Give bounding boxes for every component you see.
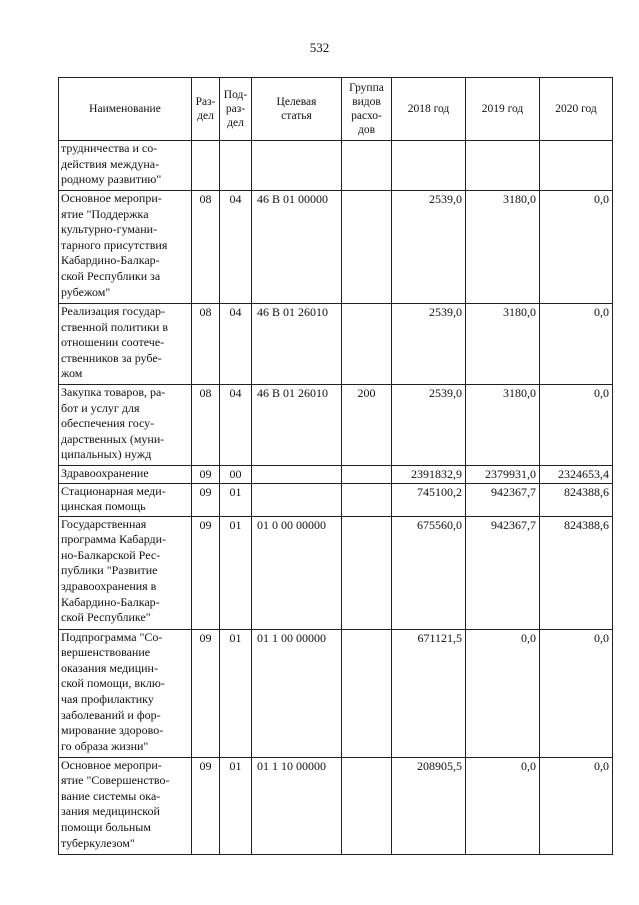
row-name: трудничества и со- действия междуна- родному развитию" — [59, 141, 192, 191]
row-podrazdel — [220, 141, 252, 191]
row-2018: 745100,2 — [392, 483, 466, 516]
row-2020 — [540, 141, 613, 191]
header-2020: 2020 год — [540, 78, 613, 141]
row-razdel: 09 — [192, 466, 220, 484]
row-2018: 671121,5 — [392, 629, 466, 757]
row-name: Здравоохранение — [59, 466, 192, 484]
row-group — [342, 516, 392, 629]
table-row — [59, 757, 613, 854]
row-group: 200 — [342, 385, 392, 466]
row-podrazdel: 04 — [220, 304, 252, 385]
row-2020: 0,0 — [540, 629, 613, 757]
row-razdel: 08 — [192, 191, 220, 304]
header-razdel: Раз- дел — [192, 78, 220, 141]
header-target: Целевая статья — [252, 78, 342, 141]
header-name: Наименование — [59, 78, 192, 141]
row-2018 — [392, 141, 466, 191]
row-target: 01 0 00 00000 — [252, 516, 342, 629]
row-razdel: 09 — [192, 629, 220, 757]
row-2020: 0,0 — [540, 191, 613, 304]
row-target: 46 В 01 26010 — [252, 304, 342, 385]
table-row — [59, 385, 613, 466]
row-2018: 2391832,9 — [392, 466, 466, 484]
row-2018: 675560,0 — [392, 516, 466, 629]
table-row — [59, 191, 613, 304]
page-number: 532 — [309, 40, 330, 55]
budget-table — [58, 77, 613, 855]
table-row — [59, 516, 613, 629]
table-row — [59, 629, 613, 757]
row-razdel: 09 — [192, 483, 220, 516]
row-group — [342, 629, 392, 757]
row-group — [342, 757, 392, 854]
row-target: 46 В 01 26010 — [252, 385, 342, 466]
row-target — [252, 466, 342, 484]
header-2018: 2018 год — [392, 78, 466, 141]
row-2018: 2539,0 — [392, 385, 466, 466]
row-group — [342, 483, 392, 516]
row-group — [342, 191, 392, 304]
row-podrazdel: 01 — [220, 629, 252, 757]
row-target: 01 1 00 00000 — [252, 629, 342, 757]
row-2019: 0,0 — [466, 757, 540, 854]
row-target — [252, 141, 342, 191]
row-2019: 3180,0 — [466, 191, 540, 304]
row-razdel: 09 — [192, 516, 220, 629]
table-row — [59, 466, 613, 484]
header-2019: 2019 год — [466, 78, 540, 141]
row-name: Основное меропри- ятие "Совершенство- вание системы ока- зания медицинской помощи больным туберкулезом" — [59, 757, 192, 854]
row-name: Основное меропри- ятие "Поддержка культурно-гумани- тарного присутствия Кабардино-Балкар- ской Республики за рубежом" — [59, 191, 192, 304]
row-podrazdel: 04 — [220, 385, 252, 466]
row-2018: 2539,0 — [392, 191, 466, 304]
row-razdel: 09 — [192, 757, 220, 854]
row-2020: 824388,6 — [540, 516, 613, 629]
row-2019: 3180,0 — [466, 304, 540, 385]
row-2018: 2539,0 — [392, 304, 466, 385]
row-group — [342, 466, 392, 484]
row-name: Государственная программа Кабарди- но-Балкарской Рес- публики "Развитие здравоохранения в Кабардино-Балкар- ской Республике" — [59, 516, 192, 629]
table-row — [59, 483, 613, 516]
row-name: Реализация государ- ственной политики в отношении соотече- ственников за рубе- жом — [59, 304, 192, 385]
row-2020: 0,0 — [540, 757, 613, 854]
row-2018: 208905,5 — [392, 757, 466, 854]
row-podrazdel: 01 — [220, 516, 252, 629]
row-2019: 2379931,0 — [466, 466, 540, 484]
row-2019 — [466, 141, 540, 191]
row-razdel: 08 — [192, 304, 220, 385]
row-razdel: 08 — [192, 385, 220, 466]
table-row — [59, 141, 613, 191]
row-razdel — [192, 141, 220, 191]
row-2019: 942367,7 — [466, 483, 540, 516]
row-2020: 0,0 — [540, 304, 613, 385]
header-row — [59, 78, 613, 141]
row-name: Закупка товаров, ра- бот и услуг для обеспечения госу- дарственных (муни- ципальных) нужд — [59, 385, 192, 466]
row-podrazdel: 01 — [220, 483, 252, 516]
row-name: Подпрограмма "Со- вершенствование оказания медицин- ской помощи, вклю- чая профилактику заболеваний и фор- мирование здорово- го образа жизни" — [59, 629, 192, 757]
row-podrazdel: 00 — [220, 466, 252, 484]
header-group: Группа видов расхо- дов — [342, 78, 392, 141]
header-podrazdel: Под- раз- дел — [220, 78, 252, 141]
row-target: 01 1 10 00000 — [252, 757, 342, 854]
row-group — [342, 304, 392, 385]
row-podrazdel: 04 — [220, 191, 252, 304]
row-2020: 824388,6 — [540, 483, 613, 516]
row-name: Стационарная меди- цинская помощь — [59, 483, 192, 516]
row-target: 46 В 01 00000 — [252, 191, 342, 304]
row-target — [252, 483, 342, 516]
row-2019: 0,0 — [466, 629, 540, 757]
row-2020: 0,0 — [540, 385, 613, 466]
row-2019: 3180,0 — [466, 385, 540, 466]
row-2019: 942367,7 — [466, 516, 540, 629]
row-2020: 2324653,4 — [540, 466, 613, 484]
row-group — [342, 141, 392, 191]
table-row — [59, 304, 613, 385]
row-podrazdel: 01 — [220, 757, 252, 854]
